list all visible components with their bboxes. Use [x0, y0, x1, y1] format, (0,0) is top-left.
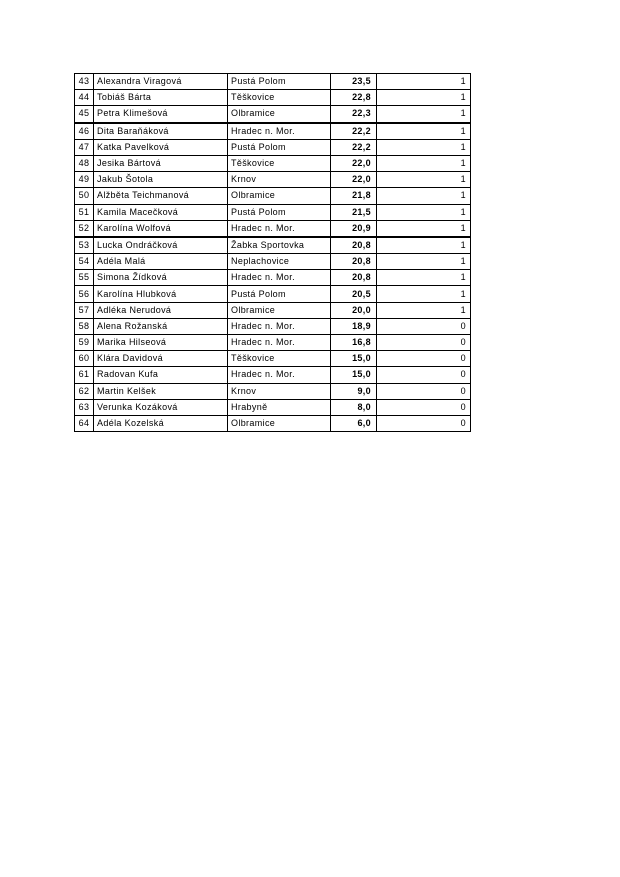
points-cell: 1 — [377, 286, 471, 302]
table-row — [75, 335, 471, 351]
points-cell: 1 — [377, 237, 471, 254]
rank-cell: 50 — [75, 188, 94, 204]
points-cell: 1 — [377, 155, 471, 171]
score-cell: 6,0 — [331, 415, 377, 431]
rank-cell: 44 — [75, 90, 94, 106]
score-cell: 22,0 — [331, 172, 377, 188]
score-cell: 20,8 — [331, 237, 377, 254]
table-row — [75, 204, 471, 220]
rank-cell: 58 — [75, 318, 94, 334]
rank-cell: 61 — [75, 367, 94, 383]
rank-cell: 55 — [75, 270, 94, 286]
name-cell: Dita Baraňáková — [94, 123, 228, 140]
results-table-body — [75, 74, 471, 432]
table-row — [75, 383, 471, 399]
club-cell: Pustá Polom — [228, 74, 331, 90]
name-cell: Lucka Ondráčková — [94, 237, 228, 254]
name-cell: Petra Klimešová — [94, 106, 228, 123]
table-row — [75, 318, 471, 334]
score-cell: 21,5 — [331, 204, 377, 220]
rank-cell: 46 — [75, 123, 94, 140]
score-cell: 20,5 — [331, 286, 377, 302]
score-cell: 18,9 — [331, 318, 377, 334]
name-cell: Adéla Kozelská — [94, 415, 228, 431]
club-cell: Krnov — [228, 172, 331, 188]
points-cell: 1 — [377, 90, 471, 106]
table-row — [75, 188, 471, 204]
club-cell: Olbramice — [228, 188, 331, 204]
rank-cell: 62 — [75, 383, 94, 399]
points-cell: 1 — [377, 172, 471, 188]
points-cell: 1 — [377, 106, 471, 123]
points-cell: 1 — [377, 220, 471, 237]
points-cell: 0 — [377, 351, 471, 367]
table-row — [75, 254, 471, 270]
table-row — [75, 90, 471, 106]
name-cell: Adléka Nerudová — [94, 302, 228, 318]
rank-cell: 51 — [75, 204, 94, 220]
name-cell: Marika Hilseová — [94, 335, 228, 351]
points-cell: 0 — [377, 367, 471, 383]
table-row — [75, 74, 471, 90]
name-cell: Tobiáš Bárta — [94, 90, 228, 106]
club-cell: Pustá Polom — [228, 139, 331, 155]
rank-cell: 47 — [75, 139, 94, 155]
score-cell: 22,8 — [331, 90, 377, 106]
score-cell: 20,8 — [331, 254, 377, 270]
table-row — [75, 220, 471, 237]
score-cell: 23,5 — [331, 74, 377, 90]
club-cell: Hradec n. Mor. — [228, 335, 331, 351]
table-row — [75, 270, 471, 286]
results-table — [74, 73, 471, 432]
club-cell: Olbramice — [228, 415, 331, 431]
rank-cell: 52 — [75, 220, 94, 237]
club-cell: Pustá Polom — [228, 204, 331, 220]
rank-cell: 49 — [75, 172, 94, 188]
name-cell: Jesika Bártová — [94, 155, 228, 171]
table-row — [75, 139, 471, 155]
score-cell: 20,8 — [331, 270, 377, 286]
name-cell: Alžběta Teichmanová — [94, 188, 228, 204]
points-cell: 1 — [377, 123, 471, 140]
score-cell: 16,8 — [331, 335, 377, 351]
points-cell: 1 — [377, 188, 471, 204]
rank-cell: 54 — [75, 254, 94, 270]
table-row — [75, 415, 471, 431]
points-cell: 1 — [377, 74, 471, 90]
points-cell: 0 — [377, 399, 471, 415]
club-cell: Neplachovice — [228, 254, 331, 270]
table-row — [75, 106, 471, 123]
score-cell: 22,2 — [331, 139, 377, 155]
score-cell: 9,0 — [331, 383, 377, 399]
club-cell: Olbramice — [228, 302, 331, 318]
score-cell: 22,3 — [331, 106, 377, 123]
table-row — [75, 155, 471, 171]
table-row — [75, 237, 471, 254]
score-cell: 22,2 — [331, 123, 377, 140]
name-cell: Jakub Šotola — [94, 172, 228, 188]
score-cell: 15,0 — [331, 351, 377, 367]
rank-cell: 45 — [75, 106, 94, 123]
club-cell: Hrabyně — [228, 399, 331, 415]
club-cell: Hradec n. Mor. — [228, 220, 331, 237]
rank-cell: 48 — [75, 155, 94, 171]
rank-cell: 57 — [75, 302, 94, 318]
name-cell: Radovan Kufa — [94, 367, 228, 383]
points-cell: 1 — [377, 254, 471, 270]
rank-cell: 43 — [75, 74, 94, 90]
points-cell: 0 — [377, 415, 471, 431]
score-cell: 21,8 — [331, 188, 377, 204]
score-cell: 20,9 — [331, 220, 377, 237]
table-row — [75, 286, 471, 302]
name-cell: Martin Kelšek — [94, 383, 228, 399]
score-cell: 20,0 — [331, 302, 377, 318]
club-cell: Hradec n. Mor. — [228, 270, 331, 286]
club-cell: Těškovice — [228, 90, 331, 106]
points-cell: 0 — [377, 335, 471, 351]
table-row — [75, 399, 471, 415]
name-cell: Alexandra Viragová — [94, 74, 228, 90]
name-cell: Karolína Wolfová — [94, 220, 228, 237]
rank-cell: 53 — [75, 237, 94, 254]
club-cell: Hradec n. Mor. — [228, 318, 331, 334]
club-cell: Hradec n. Mor. — [228, 123, 331, 140]
club-cell: Žabka Sportovka — [228, 237, 331, 254]
points-cell: 1 — [377, 302, 471, 318]
rank-cell: 60 — [75, 351, 94, 367]
table-row — [75, 351, 471, 367]
name-cell: Alena Rožanská — [94, 318, 228, 334]
table-row — [75, 123, 471, 140]
rank-cell: 63 — [75, 399, 94, 415]
table-row — [75, 302, 471, 318]
points-cell: 0 — [377, 318, 471, 334]
score-cell: 15,0 — [331, 367, 377, 383]
table-row — [75, 172, 471, 188]
name-cell: Katka Pavelková — [94, 139, 228, 155]
club-cell: Hradec n. Mor. — [228, 367, 331, 383]
name-cell: Adéla Malá — [94, 254, 228, 270]
name-cell: Klára Davidová — [94, 351, 228, 367]
name-cell: Kamila Macečková — [94, 204, 228, 220]
points-cell: 1 — [377, 270, 471, 286]
score-cell: 8,0 — [331, 399, 377, 415]
table-row — [75, 367, 471, 383]
rank-cell: 59 — [75, 335, 94, 351]
name-cell: Verunka Kozáková — [94, 399, 228, 415]
club-cell: Krnov — [228, 383, 331, 399]
points-cell: 0 — [377, 383, 471, 399]
points-cell: 1 — [377, 139, 471, 155]
club-cell: Těškovice — [228, 351, 331, 367]
rank-cell: 56 — [75, 286, 94, 302]
name-cell: Karolína Hlubková — [94, 286, 228, 302]
name-cell: Simona Žídková — [94, 270, 228, 286]
rank-cell: 64 — [75, 415, 94, 431]
club-cell: Olbramice — [228, 106, 331, 123]
club-cell: Pustá Polom — [228, 286, 331, 302]
score-cell: 22,0 — [331, 155, 377, 171]
points-cell: 1 — [377, 204, 471, 220]
club-cell: Těškovice — [228, 155, 331, 171]
